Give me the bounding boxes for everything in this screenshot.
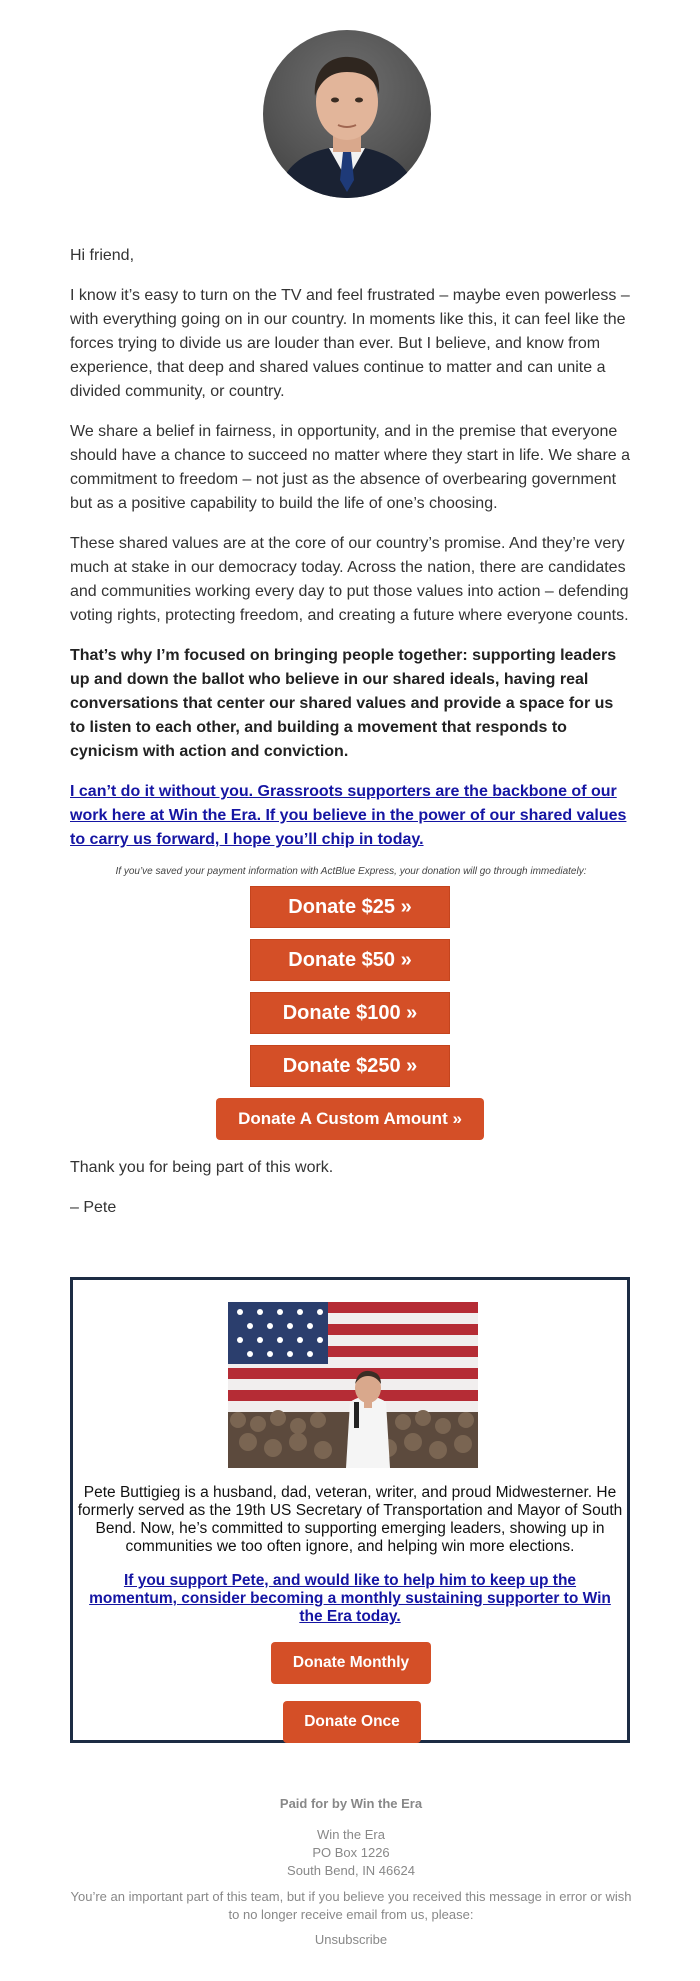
greeting: Hi friend, — [70, 247, 135, 264]
header-avatar — [263, 30, 431, 198]
pete-rally-photo — [228, 1302, 478, 1468]
signoff: – Pete — [70, 1199, 117, 1216]
address-org: Win the Era — [317, 1827, 385, 1842]
paid-for-disclaimer: Paid for by Win the Era — [279, 1796, 423, 1811]
donate-50-button[interactable]: Donate $50 » — [250, 939, 450, 981]
donate-once-button[interactable]: Donate Once — [283, 1701, 421, 1743]
monthly-supporter-link[interactable]: If you support Pete, and would like to help him to keep up the momentum, consider becoming a monthly sustaining supporter to Win the Era today. — [89, 1572, 611, 1625]
avatar — [263, 30, 431, 198]
unsubscribe-wrapper — [70, 1932, 632, 1947]
bio-text: Pete Buttigieg is a husband, dad, veteran, writer, and proud Midwesterner. He formerly served as the 19th US Secretary of Transportation and Mayor of South Bend. Now, he’s committed to supporting emerging leaders, showing up in communities we too often ignore, and helping win more elections. — [77, 1484, 623, 1555]
actblue-express-note: If you’ve saved your payment information with ActBlue Express, your donation will go through immediately: — [115, 866, 587, 877]
paragraph-3: These shared values are at the core of our country’s promise. And they’re very much at stake in our democracy today. Across the nation, there are candidates and communities working every day to put those values into action – defending voting rights, protecting freedom, and creating a future where everyone counts. — [70, 535, 629, 624]
donate-250-button[interactable]: Donate $250 » — [250, 1045, 450, 1087]
address-po-box: PO Box 1226 — [312, 1845, 390, 1860]
monthly-cta — [79, 1572, 621, 1626]
paragraph-1: I know it’s easy to turn on the TV and feel frustrated – maybe even powerless – with everything going on in our country. In moments like this, it can feel like the forces trying to divide us are louder than ever. But I believe, and know from experience, that deep and shared values continue to matter and can unite a divided community, or country. — [70, 287, 630, 400]
unsubscribe-link[interactable]: Unsubscribe — [314, 1932, 388, 1947]
unsubscribe-notice: You’re an important part of this team, but if you believe you received this message in error or wish to no longer receive email from us, please: — [70, 1889, 632, 1922]
pete-portrait-image — [263, 30, 431, 198]
thanks-line: Thank you for being part of this work. — [70, 1159, 334, 1176]
donate-25-button[interactable]: Donate $25 » — [250, 886, 450, 928]
bio-box — [70, 1277, 630, 1743]
donate-100-button[interactable]: Donate $100 » — [250, 992, 450, 1034]
mailing-address — [70, 1826, 632, 1880]
donate-custom-amount-button[interactable]: Donate A Custom Amount » — [216, 1098, 484, 1140]
paragraph-2: We share a belief in fairness, in opportunity, and in the premise that everyone should have a chance to succeed no matter where they start in life. We share a commitment to freedom – not just as the absence of overbearing government but as a positive capability to build the life of one’s choosing. — [70, 423, 631, 512]
address-city: South Bend, IN 46624 — [287, 1863, 415, 1878]
paragraph-4-bold: That’s why I’m focused on bringing people together: supporting leaders up and down the ballot who believe in our shared ideals, having real conversations that center our shared values and provide a space for us to listen to each other, and building a movement that responds to cynicism with action and conviction. — [70, 647, 617, 760]
chip-in-link[interactable]: I can’t do it without you. Grassroots supporters are the backbone of our work here at Win the Era. If you believe in the power of our shared values to carry us forward, I hope you’ll chip in today. — [70, 783, 627, 848]
paragraph-5-cta — [70, 780, 632, 852]
donate-monthly-button[interactable]: Donate Monthly — [271, 1642, 431, 1684]
